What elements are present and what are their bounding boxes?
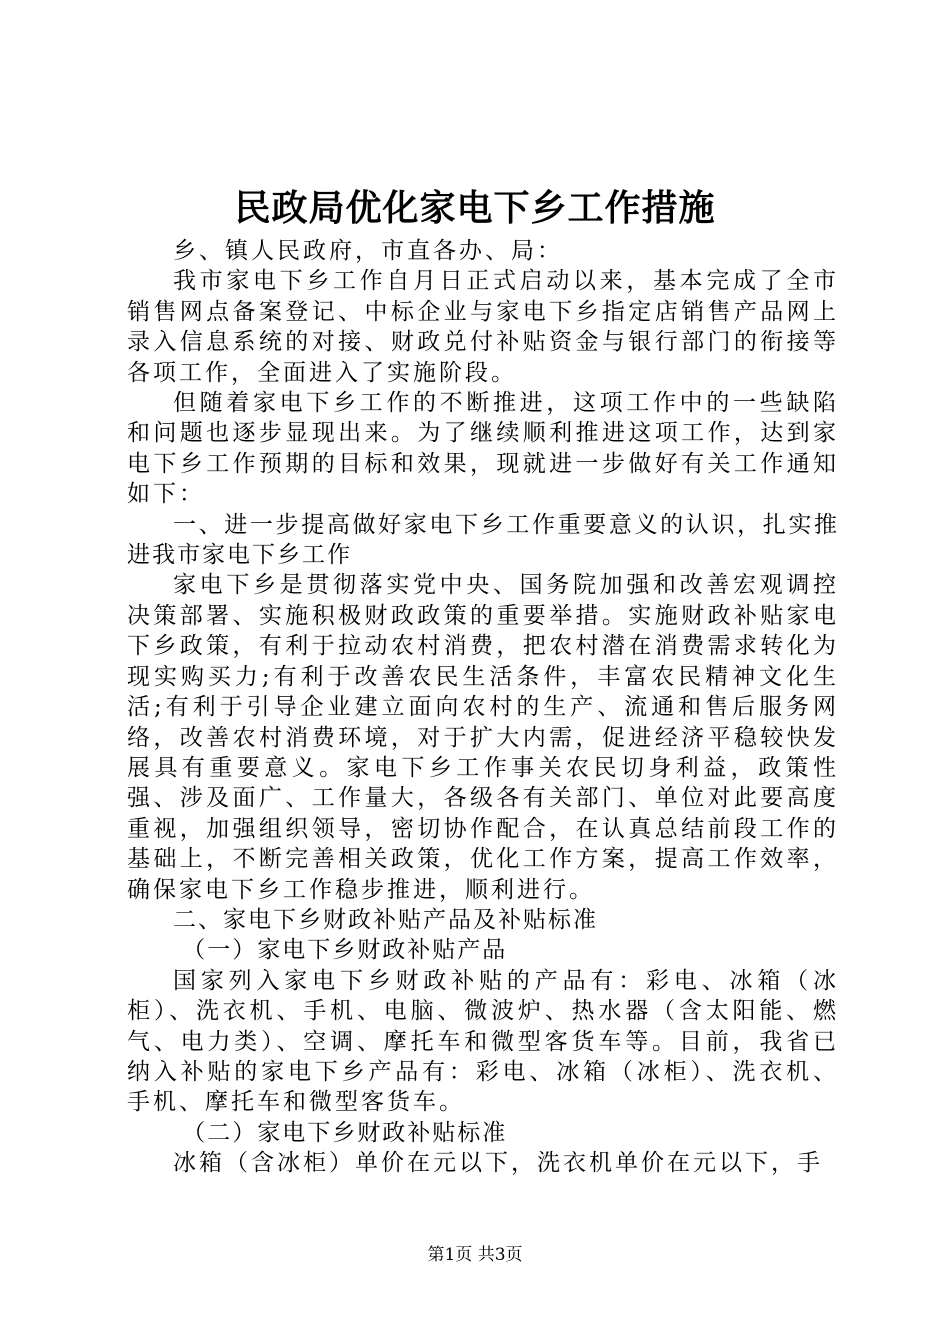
- document-body: [127, 236, 839, 1179]
- body-paragraph: 国家列入家电下乡财政补贴的产品有：彩电、冰箱（冰柜）、洗衣机、手机、电脑、微波炉、热水器（含太阳能、燃气、电力类）、空调、摩托车和微型客货车等。目前，我省已纳入补贴的家电下乡产品有：彩电、冰箱（冰柜）、洗衣机、手机、摩托车和微型客货车。: [127, 967, 839, 1116]
- body-paragraph: 家电下乡是贯彻落实党中央、国务院加强和改善宏观调控决策部署、实施积极财政政策的重要举措。实施财政补贴家电下乡政策，有利于拉动农村消费，把农村潜在消费需求转化为现实购买力;有利于改善农民生活条件，丰富农民精神文化生活;有利于引导企业建立面向农村的生产、流通和售后服务网络，改善农村消费环境，对于扩大内需，促进经济平稳较快发展具有重要意义。家电下乡工作事关农民切身利益，政策性强、涉及面广、工作量大，各级各有关部门、单位对此要高度重视，加强组织领导，密切协作配合，在认真总结前段工作的基础上，不断完善相关政策，优化工作方案，提高工作效率，确保家电下乡工作稳步推进，顺利进行。: [127, 572, 839, 903]
- subsection-heading: （二）家电下乡财政补贴标准: [182, 1119, 508, 1146]
- page-number: 第1页 共3页: [427, 1245, 523, 1265]
- body-paragraph: 我市家电下乡工作自月日正式启动以来，基本完成了全市销售网点备案登记、中标企业与家电下乡指定店销售产品网上录入信息系统的对接、财政兑付补贴资金与银行部门的衔接等各项工作，全面进入了实施阶段。: [127, 268, 839, 386]
- body-paragraph: 冰箱（含冰柜）单价在元以下，洗衣机单价在元以下，手: [173, 1150, 823, 1177]
- section-heading: 二、家电下乡财政补贴产品及补贴标准: [173, 906, 598, 933]
- body-paragraph: 但随着家电下乡工作的不断推进，这项工作中的一些缺陷和问题也逐步显现出来。为了继续顺利推进这项工作，达到家电下乡工作预期的目标和效果，现就进一步做好有关工作通知如下：: [127, 390, 839, 508]
- section-heading: 一、进一步提高做好家电下乡工作重要意义的认识，扎实推进我市家电下乡工作: [127, 511, 839, 569]
- salutation-paragraph: 乡、镇人民政府，市直各办、局：: [173, 238, 563, 264]
- subsection-heading: （一）家电下乡财政补贴产品: [182, 937, 508, 964]
- document-title: 民政局优化家电下乡工作措施: [234, 187, 716, 229]
